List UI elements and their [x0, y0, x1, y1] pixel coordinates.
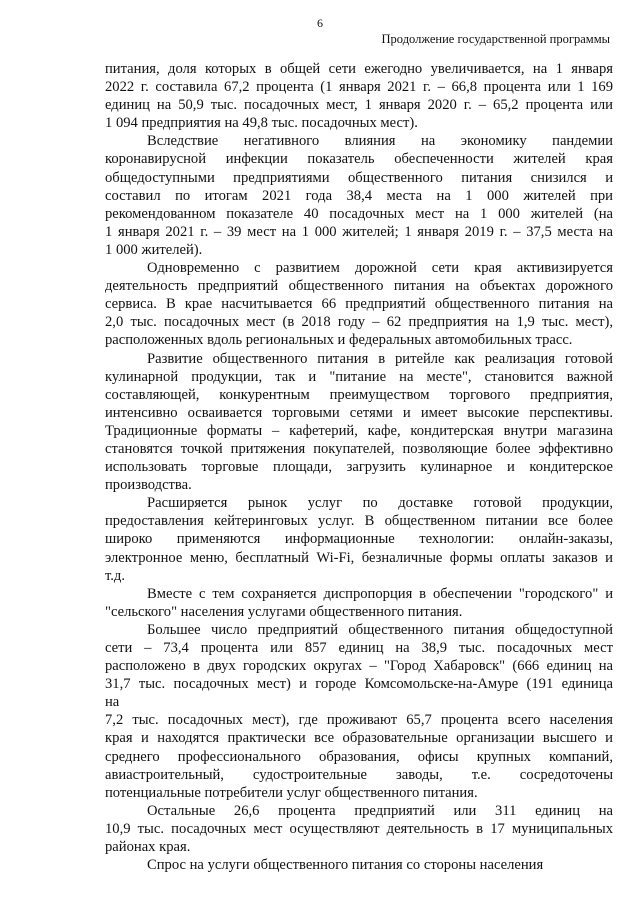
text-line: составляющей, конкурентным преимуществом торгового предприятия, — [105, 386, 613, 403]
paragraph — [105, 711, 613, 801]
running-header: Продолжение государственной программы — [381, 32, 610, 46]
text-line: сервиса. В крае насчитывается 66 предприятий общественного питания на — [105, 296, 613, 313]
text-line: 7,2 тыс. посадочных мест), где проживают 65,7 процента всего населения — [105, 712, 613, 729]
text-line: электронное меню, бесплатный Wi-Fi, безналичные формы оплаты заказов и — [105, 549, 613, 566]
text-line: Традиционные форматы – кафетерий, кафе, кондитерская внутри магазина — [105, 422, 613, 439]
paragraph — [105, 494, 613, 584]
text-line: среднего профессионального образования, офисы крупных компаний, — [105, 748, 613, 765]
paragraph — [105, 60, 613, 132]
text-line: Вследствие негативного влияния на экономику пандемии — [147, 133, 613, 150]
text-line: расположено в двух городских округах – "Город Хабаровск" (666 единиц на — [105, 658, 613, 675]
text-line: 2022 г. составила 67,2 процента (1 января 2021 г. – 66,8 процента или 1 169 — [105, 79, 613, 96]
text-line: 1 094 предприятия на 49,8 тыс. посадочных мест). — [105, 115, 418, 132]
paragraph — [105, 856, 613, 874]
text-line: сети – 73,4 процента или 857 единиц на 38,9 тыс. посадочных мест — [105, 640, 613, 656]
text-line: кулинарной продукции, так и "питание на месте", становится важной — [105, 368, 613, 385]
body-text — [105, 60, 613, 874]
text-line: составил по итогам 2021 года 38,4 места на 1 000 жителей при — [105, 187, 613, 204]
text-line: коронавирусной инфекции показатель обеспеченности жителей края — [105, 151, 613, 168]
paragraph — [105, 585, 613, 621]
text-line: 2,0 тыс. посадочных мест (в 2018 году – 62 предприятия на 1,9 тыс. мест), — [105, 314, 613, 331]
paragraph — [105, 350, 613, 495]
page-number: 6 — [317, 16, 323, 30]
text-line: "сельского" населения услугами общественного питания. — [105, 603, 463, 620]
text-line: 1 000 жителей). — [105, 241, 203, 258]
text-line: питания, доля которых в общей сети ежегодно увеличивается, на 1 января — [105, 61, 613, 77]
text-line: общедоступными предприятиями общественного питания снизился и — [105, 169, 613, 186]
paragraph — [105, 802, 613, 856]
text-line: предоставления кейтеринговых услуг. В общественном питании все более — [105, 513, 613, 530]
paragraph — [105, 132, 613, 259]
text-line: Расширяется рынок услуг по доставке готовой продукции, — [147, 495, 613, 512]
text-line: края и находятся практически все образовательные организации высшего и — [105, 730, 613, 747]
text-line: на — [105, 694, 120, 711]
text-line: Большее число предприятий общественного питания общедоступной — [147, 621, 613, 638]
text-line: становятся точкой притяжения покупателей, позволяющие более эффективно — [105, 440, 613, 457]
text-line: 31,7 тыс. посадочных мест) и городе Комсомольске-на-Амуре (191 единица — [105, 676, 613, 693]
text-line: Спрос на услуги общественного питания со стороны населения — [147, 857, 544, 874]
text-line: Вместе с тем сохраняется диспропорция в обеспечении "городского" и — [147, 585, 613, 602]
text-line: Развитие общественного питания в ритейле как реализация готовой — [147, 350, 613, 367]
text-line: Одновременно с развитием дорожной сети края активизируется — [147, 260, 613, 277]
text-line: использовать торговые площади, загрузить кулинарное и кондитерское — [105, 459, 613, 476]
paragraph — [105, 259, 613, 349]
text-line: деятельность предприятий общественного питания на объектах дорожного — [105, 278, 613, 295]
text-line: производства. — [105, 477, 192, 494]
text-line: т.д. — [105, 567, 126, 584]
text-line: 10,9 тыс. посадочных мест осуществляют деятельность в 17 муниципальных — [105, 820, 613, 837]
text-line: расположенных вдоль региональных и федеральных автомобильных трасс. — [105, 332, 573, 349]
text-line: рекомендованном показателе 40 посадочных мест на 1 000 жителей (на — [105, 205, 613, 222]
text-line: потенциальные потребители услуг общественного питания. — [105, 784, 478, 801]
text-line: интенсивно осваивается торговыми сетями и имеет высокие перспективы. — [105, 404, 613, 421]
paragraph — [105, 621, 613, 711]
text-line: 1 января 2021 г. – 39 мест на 1 000 жителей; 1 января 2019 г. – 37,5 места на — [105, 223, 613, 240]
text-line: широко применяются информационные технологии: онлайн-заказы, — [105, 531, 613, 548]
text-line: авиастроительный, судостроительные заводы, т.е. сосредоточены — [105, 766, 613, 783]
text-line: районах края. — [105, 839, 191, 856]
text-line: единиц на 50,9 тыс. посадочных мест, 1 января 2020 г. – 65,2 процента или — [105, 97, 613, 114]
text-line: Остальные 26,6 процента предприятий или 311 единиц на — [147, 802, 613, 819]
